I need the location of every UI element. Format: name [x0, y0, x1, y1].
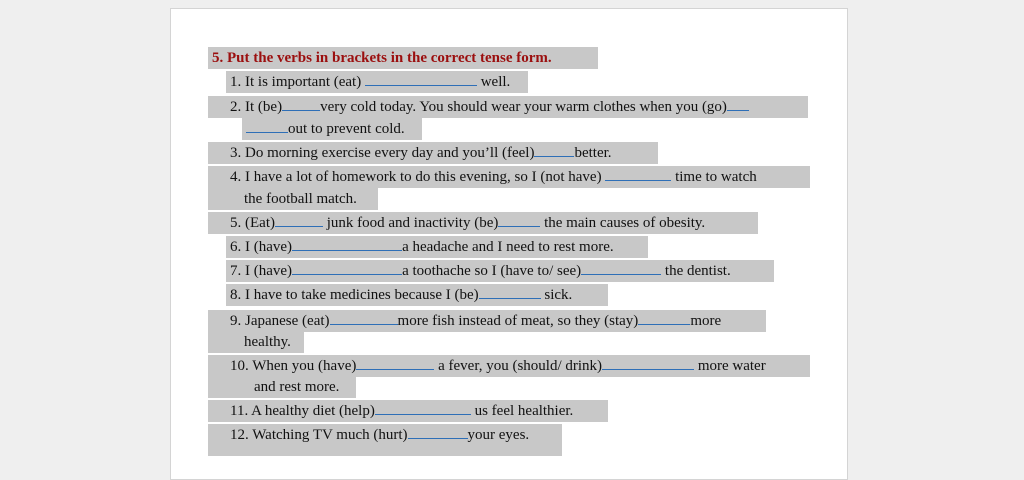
list-item: 1. It is important (eat) well. — [226, 71, 528, 93]
list-item-continuation: healthy. — [208, 331, 304, 353]
answer-blank[interactable] — [330, 310, 398, 325]
answer-blank[interactable] — [638, 310, 690, 325]
answer-blank[interactable] — [581, 260, 661, 275]
list-item: 9. Japanese (eat) more fish instead of meat, so they (stay) more — [208, 310, 766, 332]
list-item: 8. I have to take medicines because I (be) sick. — [226, 284, 608, 306]
list-item: 12. Watching TV much (hurt) your eyes. — [208, 424, 562, 456]
answer-blank[interactable] — [292, 236, 402, 251]
list-item-continuation: out to prevent cold. — [242, 118, 422, 140]
answer-blank[interactable] — [365, 71, 477, 86]
list-item: 7. I (have) a toothache so I (have to/ see) the dentist. — [226, 260, 774, 282]
answer-blank[interactable] — [498, 212, 540, 227]
answer-blank[interactable] — [275, 212, 323, 227]
list-item-continuation: the football match. — [208, 188, 378, 210]
exercise-title-text: 5. Put the verbs in brackets in the correct tense form. — [212, 50, 552, 66]
list-item: 3. Do morning exercise every day and you’ll (feel) better. — [208, 142, 658, 164]
answer-blank[interactable] — [602, 355, 694, 370]
list-item: 4. I have a lot of homework to do this evening, so I (not have) time to watch — [208, 166, 810, 188]
answer-blank[interactable] — [408, 424, 468, 439]
answer-blank[interactable] — [282, 96, 320, 111]
list-item: 6. I (have) a headache and I need to rest more. — [226, 236, 648, 258]
list-item: 2. It (be) very cold today. You should wear your warm clothes when you (go) — [208, 96, 808, 118]
answer-blank[interactable] — [727, 96, 749, 111]
list-item: 5. (Eat) junk food and inactivity (be) the main causes of obesity. — [208, 212, 758, 234]
exercise-title — [208, 47, 598, 69]
answer-blank[interactable] — [356, 355, 434, 370]
list-item: 10. When you (have) a fever, you (should/ drink) more water — [208, 355, 810, 377]
answer-blank[interactable] — [246, 118, 288, 133]
answer-blank[interactable] — [479, 284, 541, 299]
answer-blank[interactable] — [375, 400, 471, 415]
answer-blank[interactable] — [534, 142, 574, 157]
answer-blank[interactable] — [292, 260, 402, 275]
list-item: 11. A healthy diet (help) us feel healthier. — [208, 400, 608, 422]
list-item-continuation: and rest more. — [208, 376, 356, 398]
answer-blank[interactable] — [605, 166, 671, 181]
